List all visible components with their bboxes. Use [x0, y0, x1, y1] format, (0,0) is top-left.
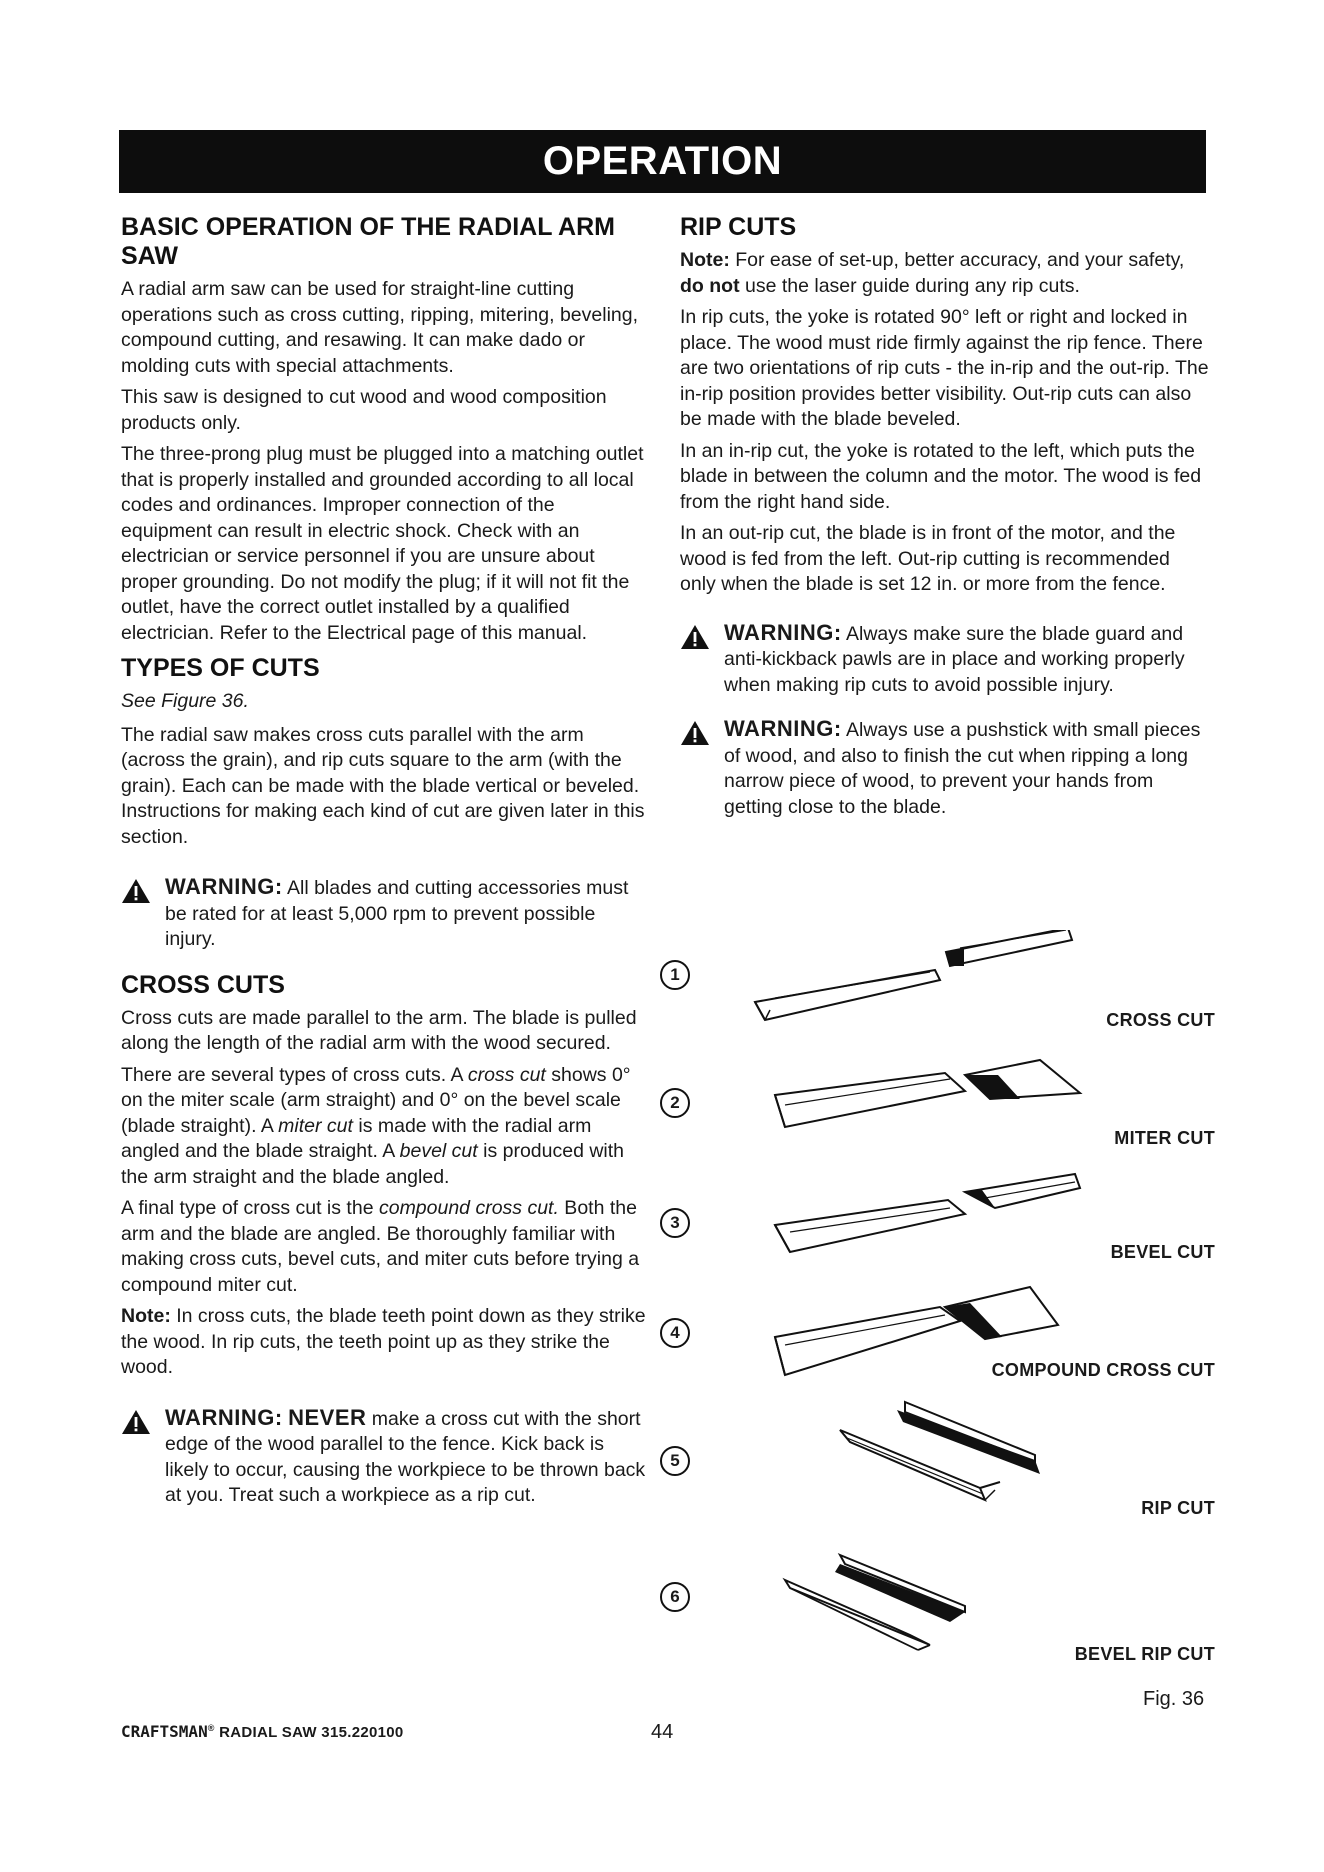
- heading-basic-operation: BASIC OPERATION OF THE RADIAL ARM SAW: [121, 213, 615, 270]
- figure-number-5: 5: [660, 1446, 690, 1476]
- warning-pushstick-text: [724, 716, 1210, 820]
- rip-paragraph-3: In an out-rip cut, the blade is in front of the motor, and the wood is fed from the left. Out-rip cutting is recommended only when the blade is set 12 in. or more from the fence.: [680, 522, 1176, 595]
- figure-number-4: 4: [660, 1318, 690, 1348]
- figure-number-1: 1: [660, 960, 690, 990]
- bevel-rip-cut-illustration: [780, 1550, 1080, 1670]
- basic-paragraph-2: This saw is designed to cut wood and wood composition products only.: [121, 386, 607, 434]
- warning-label: WARNING:: [724, 619, 842, 645]
- section-banner: OPERATION: [119, 130, 1206, 193]
- figure-number-6: 6: [660, 1582, 690, 1612]
- warning-triangle-icon: [121, 874, 165, 953]
- cross-paragraph-2: There are several types of cross cuts. A cross cut shows 0° on the miter scale (arm straight) and 0° on the bevel scale (blade straight). A miter cut is made with the radial arm angled and the blade straight. A bevel cut is produced with the arm straight and the blade angled.: [121, 1063, 631, 1188]
- heading-types-of-cuts: TYPES OF CUTS: [121, 654, 320, 682]
- label-bevel-cut: BEVEL CUT: [1110, 1242, 1215, 1262]
- cross-paragraph-1: Cross cuts are made parallel to the arm. The blade is pulled along the length of the radial arm with the wood secured.: [121, 1006, 637, 1054]
- warning-label: WARNING:: [165, 874, 283, 899]
- warning-never: [121, 1405, 651, 1509]
- warning-label: WARNING:: [724, 716, 842, 741]
- right-column: [680, 213, 1210, 838]
- warning-triangle-icon: [680, 620, 724, 699]
- figure-caption: Fig. 36: [1143, 1688, 1205, 1710]
- bevel-cut-illustration: [770, 1170, 1090, 1260]
- label-miter-cut: MITER CUT: [1114, 1128, 1215, 1148]
- see-figure-ref: See Figure 36.: [121, 690, 249, 712]
- warning-never-word: NEVER: [288, 1404, 367, 1430]
- footer-model: CRAFTSMAN® RADIAL SAW 315.220100: [121, 1722, 404, 1741]
- label-bevel-rip-cut: BEVEL RIP CUT: [1074, 1644, 1215, 1664]
- warning-body: Always use a pushstick with small pieces of wood, and also to finish the cut when ripping a long narrow piece of wood, to prevent your hands from getting close to the blade.: [724, 719, 1201, 818]
- rip-note: Note: For ease of set-up, better accuracy, and your safety, do not use the laser guide during any rip cuts.: [680, 249, 1185, 297]
- warning-label: WARNING:: [165, 1404, 283, 1430]
- label-cross-cut: CROSS CUT: [1106, 1010, 1215, 1030]
- page-number: 44: [651, 1721, 674, 1743]
- figure-number-2: 2: [660, 1088, 690, 1118]
- warning-never-text: [165, 1405, 651, 1509]
- basic-paragraph-3: The three-prong plug must be plugged into a matching outlet that is properly installed and grounded according to all local codes and ordinances. Improper connection of the equipment can result in electric shock. Check with an electrician or service personnel if you are unsure about proper grounding. Do not modify the plug; if it will not fit the outlet, have the correct outlet installed by a qualified electrician. Refer to the Electrical page of this manual.: [121, 443, 644, 644]
- figure-number-3: 3: [660, 1208, 690, 1238]
- label-compound-cross-cut: COMPOUND CROSS CUT: [991, 1360, 1215, 1380]
- warning-body: All blades and cutting accessories must be rated for at least 5,000 rpm to prevent possible injury.: [165, 877, 629, 950]
- warning-triangle-icon: [680, 716, 724, 820]
- heading-cross-cuts: CROSS CUTS: [121, 970, 285, 999]
- left-column: [121, 213, 651, 1527]
- types-paragraph: The radial saw makes cross cuts parallel with the arm (across the grain), and rip cuts square to the arm (with the grain). Each can be made with the blade vertical or beveled. Instructions for making each kind of cut are given later in this section.: [121, 723, 645, 848]
- basic-paragraph-1: A radial arm saw can be used for straight-line cutting operations such as cross cutting, ripping, mitering, beveling, compound cutting, and resawing. It can make dado or molding cuts with special attachments.: [121, 278, 639, 377]
- rip-paragraph-2: In an in-rip cut, the yoke is rotated to the left, which puts the blade in between the column and the motor. The wood is fed from the right hand side.: [680, 439, 1202, 513]
- warning-pushstick: [680, 716, 1210, 820]
- warning-blades: [121, 874, 651, 953]
- rip-paragraph-1: In rip cuts, the yoke is rotated 90° left or right and locked in place. The wood must ride firmly against the rip fence. There are two orientations of rip cuts - the in-rip and the out-rip. The in-rip position provides better visibility. Out-rip cuts can also be made with the blade beveled.: [680, 306, 1209, 430]
- warning-blades-text: [165, 874, 651, 953]
- warning-body: make a cross cut with the short edge of the wood parallel to the fence. Kick back is likely to occur, causing the workpiece to be thrown back at you. Treat such a workpiece as a rip cut.: [165, 1407, 646, 1506]
- warning-blade-guard-text: [724, 620, 1210, 699]
- label-rip-cut: RIP CUT: [1141, 1498, 1215, 1518]
- warning-body: Always make sure the blade guard and anti-kickback pawls are in place and working properly when making rip cuts to avoid possible injury.: [724, 622, 1185, 696]
- warning-triangle-icon: [121, 1405, 165, 1509]
- miter-cut-illustration: [770, 1055, 1090, 1155]
- warning-blade-guard: [680, 620, 1210, 699]
- craftsman-logo: CRAFTSMAN: [121, 1722, 208, 1741]
- figure-36: [660, 930, 1215, 1720]
- cross-paragraph-3: A final type of cross cut is the compound cross cut. Both the arm and the blade are angled. Be thoroughly familiar with making cross cuts, bevel cuts, and miter cuts before trying a compound miter cut.: [121, 1197, 640, 1296]
- heading-rip-cuts: RIP CUTS: [680, 213, 797, 241]
- cross-cut-illustration: [750, 930, 1090, 1030]
- cross-note: Note: In cross cuts, the blade teeth point down as they strike the wood. In rip cuts, the teeth point up as they strike the wood.: [121, 1305, 646, 1378]
- rip-cut-illustration: [835, 1400, 1135, 1520]
